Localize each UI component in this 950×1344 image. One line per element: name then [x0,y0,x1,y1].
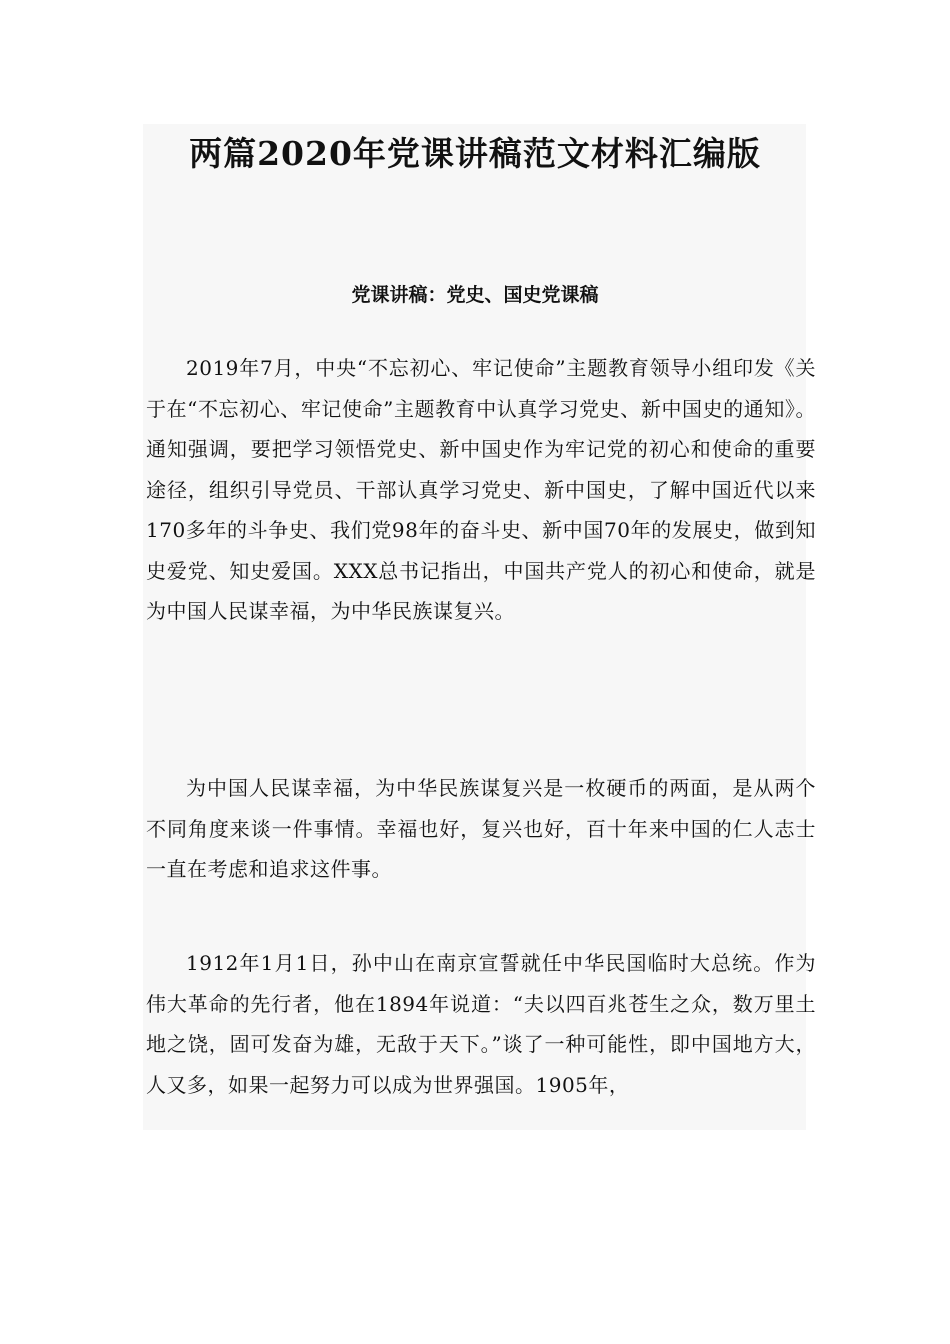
document-title: 两篇2020年党课讲稿范文材料汇编版 [189,134,761,173]
section-heading: 党课讲稿：党史、国史党课稿 [351,284,599,306]
paragraph-3: 1912年1月1日，孙中山在南京宣誓就任中华民国临时大总统。作为伟大革命的先行者，他在1894年说道：“夫以四百兆苍生之众，数万里土地之饶，固可发奋为雄，无敌于天下。”谈了一种可能性，即中国地方大，人又多，如果一起努力可以成为世界强国。1905年， [146,951,816,1097]
paragraph-2: 为中国人民谋幸福，为中华民族谋复兴是一枚硬币的两面，是从两个不同角度来谈一件事情。幸福也好，复兴也好，百十年来中国的仁人志士一直在考虑和追求这件事。 [146,776,816,881]
paragraph-1: 2019年7月，中央“不忘初心、牢记使命”主题教育领导小组印发《关于在“不忘初心、牢记使命”主题教育中认真学习党史、新中国史的通知》。通知强调，要把学习领悟党史、新中国史作为牢记党的初心和使命的重要途径，组织引导党员、干部认真学习党史、新中国史，了解中国近代以来170多年的斗争史、我们党98年的奋斗史、新中国70年的发展史，做到知史爱党、知史爱国。XXX总书记指出，中国共产党人的初心和使命，就是为中国人民谋幸福，为中华民族谋复兴。 [146,356,816,623]
